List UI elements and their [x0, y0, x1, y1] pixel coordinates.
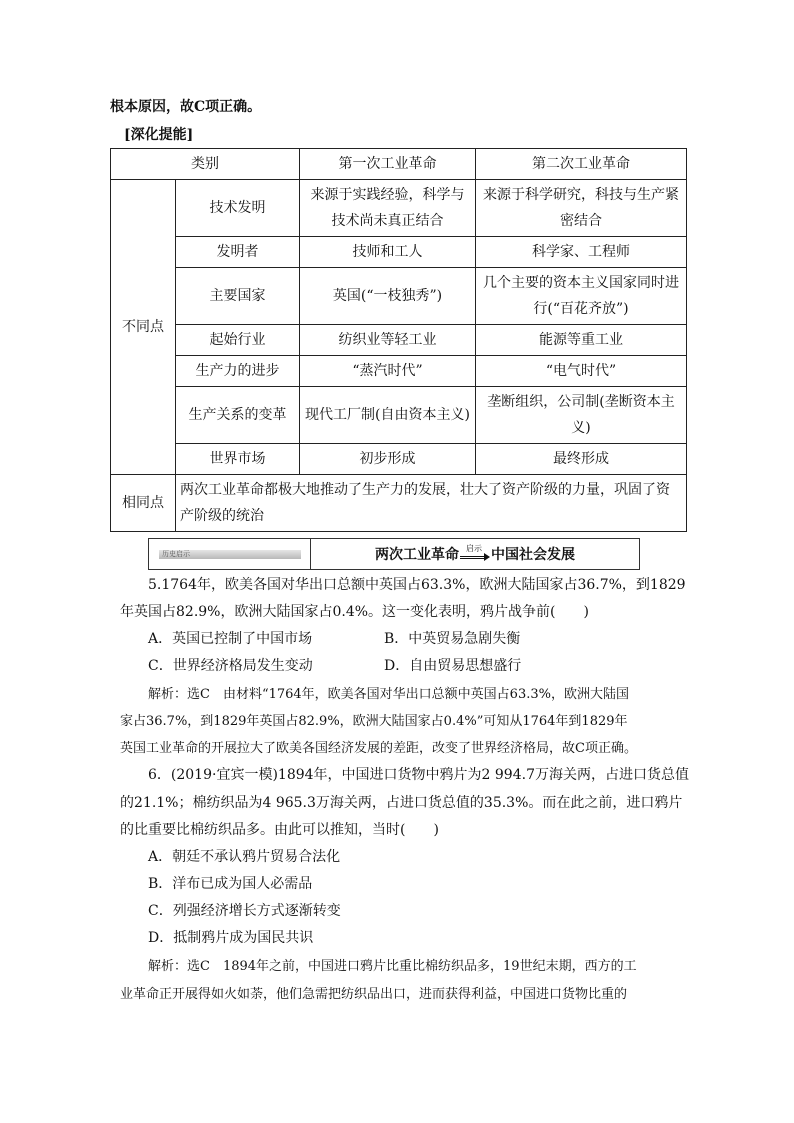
q5-option-b: B．中英贸易急剧失衡 [384, 631, 521, 647]
table-row [111, 237, 687, 268]
row-first-value: 现代工厂制(自由资本主义) [300, 387, 476, 444]
arrow-label: 启示 [466, 544, 482, 553]
table-row [111, 444, 687, 475]
row-second-value: “电气时代” [476, 356, 687, 387]
row-label: 技术发明 [176, 180, 300, 237]
table-row-same [111, 475, 687, 532]
banner-right-text: 中国社会发展 [491, 547, 575, 563]
table-row [111, 180, 687, 237]
q5-answer-line-1: 解析：选C 由材料“1764年，欧美各国对华出口总额中英国占63.3%，欧洲大陆国 [148, 687, 629, 702]
row-first-value: “蒸汽时代” [300, 356, 476, 387]
q6-option-a: A．朝廷不承认鸦片贸易合法化 [148, 849, 341, 865]
row-second-value: 几个主要的资本主义国家同时进行(“百花齐放”) [476, 268, 687, 325]
q5-option-a: A．英国已控制了中国市场 [148, 631, 313, 647]
row-label: 生产关系的变革 [176, 387, 300, 444]
table-row [111, 325, 687, 356]
q6-option-b: B．洋布已成为国人必需品 [148, 876, 313, 892]
header-second-revolution: 第二次工业革命 [476, 149, 687, 180]
banner-tag-box [149, 539, 311, 569]
same-label: 相同点 [111, 475, 176, 532]
banner-title [311, 539, 639, 569]
table-header-row [111, 149, 687, 180]
row-second-value: 来源于科学研究，科技与生产紧密结合 [476, 180, 687, 237]
q5-option-d: D．自由贸易思想盛行 [384, 658, 522, 674]
q5-option-c: C．世界经济格局发生变动 [148, 658, 313, 674]
q5-answer-line-3: 英国工业革命的开展拉大了欧美各国经济发展的差距，改变了世界经济格局，故C项正确。 [120, 741, 637, 756]
row-label: 主要国家 [176, 268, 300, 325]
q6-stem-line-3: 的比重要比棉纺织品多。由此可以推知，当时( ) [120, 822, 439, 838]
same-text: 两次工业革命都极大地推动了生产力的发展，壮大了资产阶级的力量，巩固了资产阶级的统治 [176, 475, 687, 532]
row-label: 生产力的进步 [176, 356, 300, 387]
q6-answer-line-1: 解析：选C 1894年之前，中国进口鸦片比重比棉纺织品多，19世纪末期，西方的工 [148, 959, 637, 974]
table-row [111, 387, 687, 444]
row-second-value: 最终形成 [476, 444, 687, 475]
q6-option-c: C．列强经济增长方式逐渐转变 [148, 903, 341, 919]
intro-line: 根本原因，故C项正确。 [110, 99, 262, 115]
row-second-value: 能源等重工业 [476, 325, 687, 356]
comparison-table [110, 148, 687, 532]
row-first-value: 初步形成 [300, 444, 476, 475]
q6-stem-line-2: 的21.1%；棉纺织品为4 965.3万海关两，占进口货总值的35.3%。而在此之前，进口鸦片 [120, 795, 683, 811]
q6-stem-line-1: 6．(2019·宜宾一模)1894年，中国进口货物中鸦片为2 994.7万海关两，占进口货总值 [148, 767, 689, 783]
row-first-value: 技师和工人 [300, 237, 476, 268]
row-label: 发明者 [176, 237, 300, 268]
table-row [111, 356, 687, 387]
q6-option-d: D．抵制鸦片成为国民共识 [148, 930, 314, 946]
table-row [111, 268, 687, 325]
banner-left-text: 两次工业革命 [375, 547, 459, 563]
q6-answer-line-2: 业革命正开展得如火如荼，他们急需把纺织品出口，进而获得利益，中国进口货物比重的 [120, 987, 628, 1002]
header-category: 类别 [111, 149, 300, 180]
section-banner [148, 538, 640, 570]
q5-stem-line-2: 年英国占82.9%，欧洲大陆国家占0.4%。这一变化表明，鸦片战争前( ) [120, 604, 589, 620]
row-label: 世界市场 [176, 444, 300, 475]
row-first-value: 纺织业等轻工业 [300, 325, 476, 356]
right-arrow-icon [460, 544, 490, 561]
row-first-value: 英国(“一枝独秀”) [300, 268, 476, 325]
row-first-value: 来源于实践经验，科学与技术尚未真正结合 [300, 180, 476, 237]
row-second-value: 垄断组织，公司制(垄断资本主义) [476, 387, 687, 444]
section-heading: [深化提能] [124, 127, 194, 143]
q5-answer-line-2: 家占36.7%，到1829年英国占82.9%，欧洲大陆国家占0.4%”可知从1764年到1829年 [120, 714, 628, 729]
group-diff-label: 不同点 [111, 180, 176, 475]
q5-stem-line-1: 5.1764年，欧美各国对华出口总额中英国占63.3%，欧洲大陆国家占36.7%，到1829 [148, 577, 686, 593]
header-first-revolution: 第一次工业革命 [300, 149, 476, 180]
banner-tag: 历史启示 [159, 550, 301, 559]
row-label: 起始行业 [176, 325, 300, 356]
row-second-value: 科学家、工程师 [476, 237, 687, 268]
